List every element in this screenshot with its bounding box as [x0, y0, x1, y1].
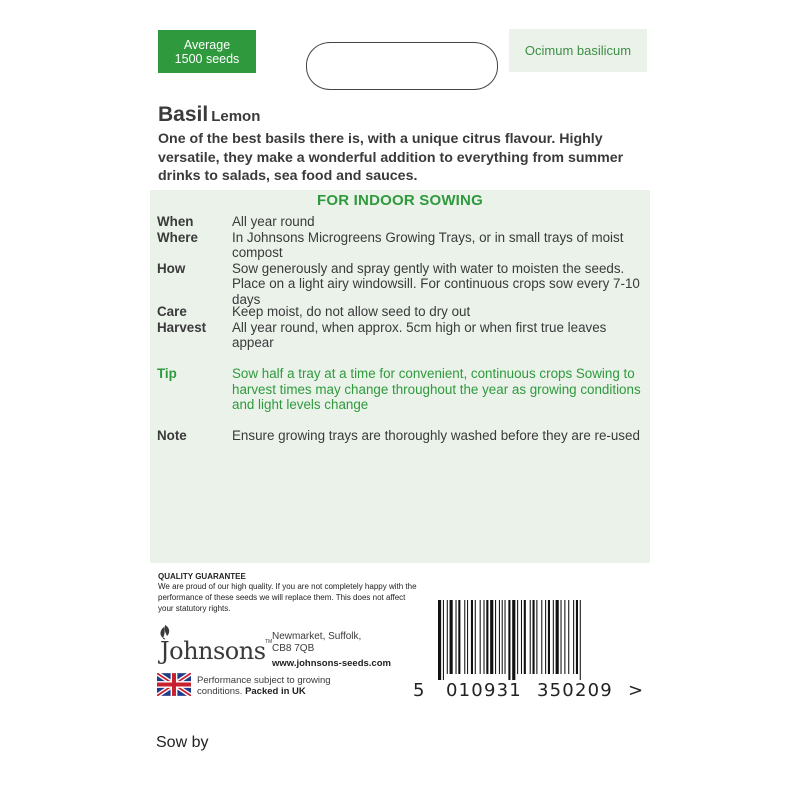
row-value: Keep moist, do not allow seed to dry out: [232, 304, 471, 319]
row-label: Note: [157, 428, 187, 443]
row-label: Care: [157, 304, 187, 319]
company-website: www.johnsons-seeds.com: [272, 658, 391, 669]
performance-line2: [197, 686, 331, 697]
row-label: Tip: [157, 366, 177, 381]
company-address: [272, 631, 361, 655]
performance-line1: Performance subject to growing: [197, 675, 331, 686]
barcode-group1: 010931: [446, 680, 522, 701]
product-name: Basil: [158, 103, 209, 126]
product-variety: Lemon: [211, 108, 261, 125]
product-description: One of the best basils there is, with a unique citrus flavour. Highly versatile, they make a wonderful addition to everything from summer drinks to salads, sea food and sauces.: [158, 131, 624, 184]
blank-label-pill: [306, 42, 498, 90]
address-line1: Newmarket, Suffolk,: [272, 631, 362, 642]
seed-count-badge: [158, 30, 256, 73]
row-label: Where: [157, 229, 198, 245]
seed-count-line1: Average: [183, 37, 231, 52]
row-label: How: [157, 260, 186, 276]
barcode-group2: 350209: [537, 680, 613, 701]
sowing-heading: FOR INDOOR SOWING: [317, 192, 483, 209]
row-value: Ensure growing trays are thoroughly washed before they are re-used: [232, 428, 640, 443]
row-value: In Johnsons Microgreens Growing Trays, or in small trays of moist compost: [232, 229, 624, 260]
union-jack-flag-icon: [157, 673, 191, 696]
row-value: All year round, when approx. 5cm high or when first true leaves appear: [232, 319, 607, 350]
product-title: [158, 103, 260, 127]
performance-note: [197, 675, 331, 697]
row-label: When: [157, 214, 194, 229]
guarantee-text: We are proud of our high quality. If you are not completely happy with the performance of these seeds we will replace them. This does not affect your statutory rights.: [158, 582, 417, 613]
address-line2: CB8 7QB: [272, 643, 315, 654]
row-value: All year round: [232, 214, 315, 229]
brand-name: Johnsons: [160, 637, 266, 665]
row-value: Sow half a tray at a time for convenient, continuous crops Sowing to harvest times may change throughout the year as growing conditions and light levels change: [232, 366, 641, 412]
sowing-panel: [150, 190, 650, 563]
row-value: Sow generously and spray gently with water to moisten the seeds. Place on a light airy windowsill. For continuous crops sow every 7-10 days: [232, 260, 640, 307]
trademark: TM: [265, 639, 273, 645]
sow-by-label: Sow by: [156, 734, 209, 751]
barcode-icon: [436, 600, 636, 680]
latin-name: Ocimum basilicum: [524, 43, 632, 58]
conditions-text: conditions.: [197, 686, 243, 697]
guarantee-title: QUALITY GUARANTEE: [158, 572, 246, 581]
row-label: Harvest: [157, 319, 207, 335]
packed-in-uk: Packed in UK: [245, 686, 306, 697]
barcode-first-digit: 5: [413, 680, 425, 701]
barcode-end-marker: >: [628, 680, 644, 701]
seed-count-line2: 1500 seeds: [174, 51, 240, 66]
latin-name-badge: [509, 29, 647, 72]
